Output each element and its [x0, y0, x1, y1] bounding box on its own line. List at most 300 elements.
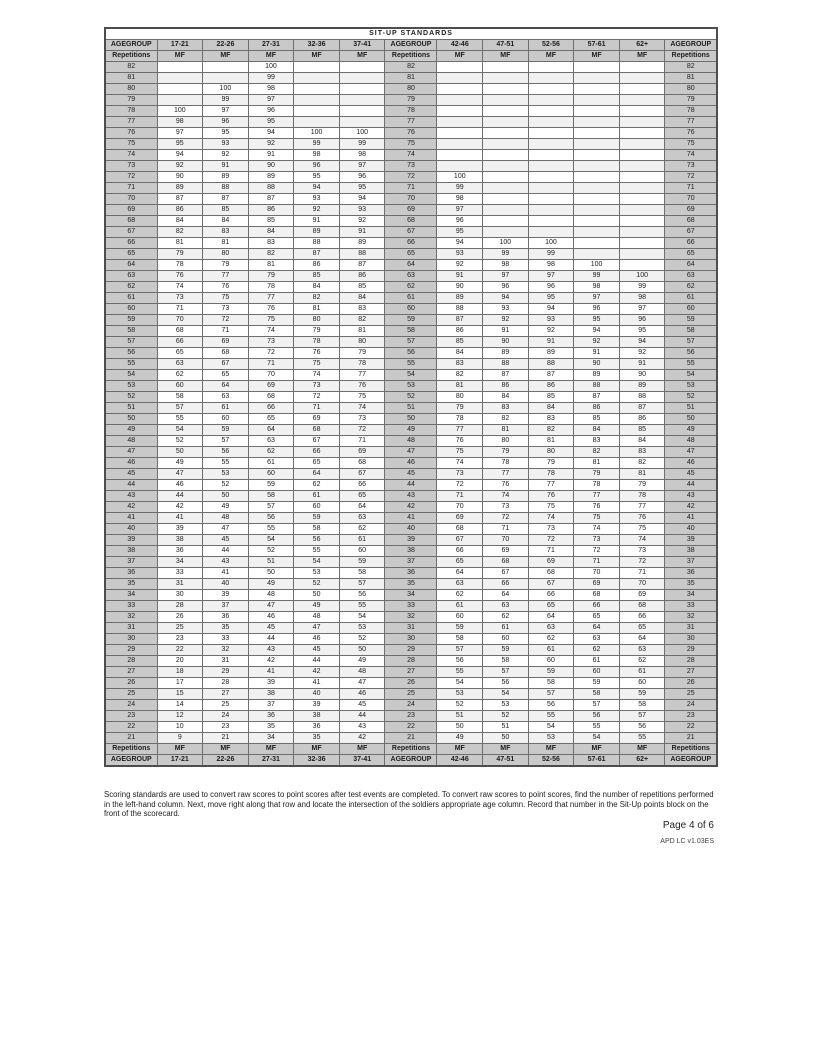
age-group-label: AGEGROUP — [665, 40, 717, 51]
repetitions-value: 38 — [665, 546, 717, 557]
score-cell: 82 — [574, 447, 620, 458]
score-cell — [528, 183, 574, 194]
repetitions-value: 64 — [385, 260, 437, 271]
score-cell: 44 — [248, 634, 294, 645]
repetitions-value: 46 — [385, 458, 437, 469]
score-cell — [619, 227, 665, 238]
score-cell: 58 — [483, 656, 529, 667]
score-cell — [574, 216, 620, 227]
score-cell: 97 — [248, 95, 294, 106]
repetitions-value: 60 — [105, 304, 157, 315]
score-cell: 71 — [294, 403, 340, 414]
score-cell: 77 — [528, 480, 574, 491]
score-cell — [437, 150, 483, 161]
repetitions-value: 27 — [385, 667, 437, 678]
score-cell: 93 — [294, 194, 340, 205]
score-cell: 100 — [339, 128, 385, 139]
score-cell: 72 — [339, 425, 385, 436]
score-cell: 67 — [294, 436, 340, 447]
score-cell — [437, 117, 483, 128]
score-cell: 91 — [528, 337, 574, 348]
score-cell: 57 — [157, 403, 203, 414]
repetitions-value: 45 — [665, 469, 717, 480]
score-cell: 34 — [157, 557, 203, 568]
repetitions-value: 69 — [665, 205, 717, 216]
score-cell — [528, 128, 574, 139]
score-cell: 87 — [339, 260, 385, 271]
score-cell — [619, 106, 665, 117]
repetitions-value: 40 — [665, 524, 717, 535]
score-cell: 94 — [574, 326, 620, 337]
repetitions-value: 40 — [105, 524, 157, 535]
score-cell: 41 — [248, 667, 294, 678]
score-cell: 87 — [483, 370, 529, 381]
score-cell: 97 — [528, 271, 574, 282]
score-cell: 68 — [294, 425, 340, 436]
mf-gender-label: MF — [339, 744, 385, 755]
score-cell: 60 — [339, 546, 385, 557]
repetitions-value: 74 — [105, 150, 157, 161]
table-row — [105, 381, 717, 392]
age-group-column-header: 42-46 — [437, 755, 483, 767]
repetitions-value: 42 — [385, 502, 437, 513]
repetitions-value: 44 — [665, 480, 717, 491]
score-cell: 68 — [339, 458, 385, 469]
score-cell: 89 — [248, 172, 294, 183]
score-cell: 78 — [294, 337, 340, 348]
score-cell: 74 — [437, 458, 483, 469]
score-cell — [483, 161, 529, 172]
repetitions-value: 72 — [665, 172, 717, 183]
score-cell: 75 — [574, 513, 620, 524]
score-cell: 50 — [437, 722, 483, 733]
table-row — [105, 282, 717, 293]
score-cell — [528, 161, 574, 172]
table-row — [105, 546, 717, 557]
score-cell: 96 — [339, 172, 385, 183]
age-group-column-header: 62+ — [619, 40, 665, 51]
score-cell: 67 — [483, 568, 529, 579]
repetitions-value: 81 — [105, 73, 157, 84]
score-cell: 89 — [203, 172, 249, 183]
score-cell: 94 — [248, 128, 294, 139]
repetitions-value: 30 — [385, 634, 437, 645]
score-cell: 82 — [528, 425, 574, 436]
score-cell: 67 — [339, 469, 385, 480]
score-cell: 73 — [339, 414, 385, 425]
score-cell: 91 — [574, 348, 620, 359]
score-cell: 46 — [248, 612, 294, 623]
repetitions-value: 81 — [665, 73, 717, 84]
score-cell: 65 — [157, 348, 203, 359]
score-cell — [483, 227, 529, 238]
score-cell: 78 — [574, 480, 620, 491]
score-cell: 55 — [248, 524, 294, 535]
score-cell: 64 — [483, 590, 529, 601]
repetitions-value: 79 — [665, 95, 717, 106]
score-cell — [528, 216, 574, 227]
repetitions-value: 60 — [385, 304, 437, 315]
score-cell: 72 — [483, 513, 529, 524]
score-cell: 67 — [437, 535, 483, 546]
score-cell: 58 — [339, 568, 385, 579]
title-row — [105, 28, 717, 40]
repetitions-value: 46 — [105, 458, 157, 469]
table-row — [105, 392, 717, 403]
mf-gender-label: MF — [339, 51, 385, 62]
score-cell: 57 — [483, 667, 529, 678]
score-cell: 66 — [574, 601, 620, 612]
score-cell: 75 — [339, 392, 385, 403]
score-cell: 76 — [528, 491, 574, 502]
score-cell: 76 — [157, 271, 203, 282]
score-cell: 83 — [339, 304, 385, 315]
score-cell: 95 — [574, 315, 620, 326]
age-group-column-header: 22-26 — [203, 755, 249, 767]
score-cell: 83 — [248, 238, 294, 249]
age-group-column-header: 22-26 — [203, 40, 249, 51]
score-cell — [483, 150, 529, 161]
score-cell — [483, 183, 529, 194]
score-cell — [483, 194, 529, 205]
repetitions-value: 35 — [105, 579, 157, 590]
repetitions-value: 51 — [665, 403, 717, 414]
score-cell: 74 — [248, 326, 294, 337]
repetitions-mf-header-row — [105, 51, 717, 62]
age-group-column-header: 17-21 — [157, 755, 203, 767]
score-cell: 92 — [574, 337, 620, 348]
score-cell: 84 — [339, 293, 385, 304]
repetitions-value: 58 — [105, 326, 157, 337]
score-cell: 62 — [437, 590, 483, 601]
table-row — [105, 612, 717, 623]
score-cell: 40 — [294, 689, 340, 700]
repetitions-value: 41 — [665, 513, 717, 524]
score-cell: 98 — [528, 260, 574, 271]
table-row — [105, 139, 717, 150]
score-cell: 100 — [528, 238, 574, 249]
table-row — [105, 337, 717, 348]
score-cell: 86 — [157, 205, 203, 216]
score-cell: 73 — [294, 381, 340, 392]
score-cell: 97 — [437, 205, 483, 216]
score-cell — [574, 117, 620, 128]
repetitions-value: 76 — [665, 128, 717, 139]
score-cell: 94 — [483, 293, 529, 304]
score-cell: 79 — [619, 480, 665, 491]
mf-gender-label: MF — [483, 51, 529, 62]
table-row — [105, 623, 717, 634]
score-cell: 99 — [294, 139, 340, 150]
score-cell: 50 — [339, 645, 385, 656]
score-cell — [619, 150, 665, 161]
score-cell: 86 — [248, 205, 294, 216]
score-cell: 25 — [203, 700, 249, 711]
age-group-column-header: 47-51 — [483, 755, 529, 767]
mf-gender-label: MF — [157, 51, 203, 62]
score-cell — [528, 205, 574, 216]
repetitions-value: 59 — [105, 315, 157, 326]
score-cell: 55 — [157, 414, 203, 425]
repetitions-value: 24 — [105, 700, 157, 711]
score-cell — [574, 128, 620, 139]
score-cell: 60 — [203, 414, 249, 425]
repetitions-value: 66 — [105, 238, 157, 249]
repetitions-value: 48 — [385, 436, 437, 447]
score-cell: 60 — [574, 667, 620, 678]
score-cell — [528, 95, 574, 106]
score-cell: 67 — [203, 359, 249, 370]
score-cell: 89 — [574, 370, 620, 381]
score-cell: 51 — [437, 711, 483, 722]
table-row — [105, 733, 717, 744]
score-cell: 47 — [203, 524, 249, 535]
score-cell: 9 — [157, 733, 203, 744]
repetitions-label: Repetitions — [105, 51, 157, 62]
score-cell: 99 — [528, 249, 574, 260]
score-cell: 80 — [437, 392, 483, 403]
mf-gender-label: MF — [294, 51, 340, 62]
repetitions-value: 48 — [105, 436, 157, 447]
score-cell — [483, 62, 529, 73]
repetitions-value: 54 — [105, 370, 157, 381]
table-row — [105, 403, 717, 414]
repetitions-value: 50 — [665, 414, 717, 425]
score-cell — [294, 62, 340, 73]
score-cell: 100 — [619, 271, 665, 282]
repetitions-value: 57 — [105, 337, 157, 348]
score-cell: 72 — [294, 392, 340, 403]
score-cell: 84 — [248, 227, 294, 238]
score-cell: 88 — [294, 238, 340, 249]
score-cell — [157, 73, 203, 84]
table-row — [105, 370, 717, 381]
score-cell: 98 — [437, 194, 483, 205]
table-row — [105, 458, 717, 469]
repetitions-value: 28 — [665, 656, 717, 667]
repetitions-value: 66 — [385, 238, 437, 249]
score-cell: 73 — [203, 304, 249, 315]
score-cell: 39 — [248, 678, 294, 689]
table-row — [105, 84, 717, 95]
table-row — [105, 260, 717, 271]
repetitions-value: 33 — [105, 601, 157, 612]
repetitions-value: 52 — [385, 392, 437, 403]
repetitions-value: 62 — [105, 282, 157, 293]
score-cell — [574, 172, 620, 183]
score-cell — [294, 106, 340, 117]
score-cell — [619, 194, 665, 205]
score-cell: 59 — [483, 645, 529, 656]
score-cell: 42 — [157, 502, 203, 513]
score-cell — [574, 194, 620, 205]
score-cell: 14 — [157, 700, 203, 711]
table-row — [105, 447, 717, 458]
age-group-column-header: 42-46 — [437, 40, 483, 51]
score-cell: 94 — [294, 183, 340, 194]
score-cell: 78 — [619, 491, 665, 502]
score-cell: 38 — [157, 535, 203, 546]
score-cell: 92 — [483, 315, 529, 326]
score-cell: 100 — [574, 260, 620, 271]
score-cell: 63 — [483, 601, 529, 612]
repetitions-value: 31 — [105, 623, 157, 634]
score-cell: 61 — [528, 645, 574, 656]
score-cell: 96 — [483, 282, 529, 293]
score-cell: 97 — [339, 161, 385, 172]
score-cell: 49 — [157, 458, 203, 469]
table-row — [105, 128, 717, 139]
repetitions-label: Repetitions — [665, 744, 717, 755]
score-cell: 97 — [203, 106, 249, 117]
score-cell: 53 — [483, 700, 529, 711]
table-row — [105, 249, 717, 260]
score-cell: 56 — [339, 590, 385, 601]
score-cell: 26 — [157, 612, 203, 623]
score-cell: 81 — [339, 326, 385, 337]
score-cell: 78 — [528, 469, 574, 480]
score-cell: 50 — [248, 568, 294, 579]
repetitions-label: Repetitions — [385, 744, 437, 755]
age-group-label: AGEGROUP — [105, 755, 157, 767]
score-cell: 97 — [157, 128, 203, 139]
repetitions-value: 63 — [385, 271, 437, 282]
repetitions-value: 25 — [385, 689, 437, 700]
score-cell: 37 — [203, 601, 249, 612]
score-cell: 84 — [483, 392, 529, 403]
score-cell: 89 — [619, 381, 665, 392]
score-cell: 55 — [528, 711, 574, 722]
score-cell: 28 — [157, 601, 203, 612]
score-cell: 62 — [483, 612, 529, 623]
table-row — [105, 216, 717, 227]
score-cell — [339, 95, 385, 106]
score-cell: 58 — [294, 524, 340, 535]
age-group-column-header: 17-21 — [157, 40, 203, 51]
score-cell: 62 — [339, 524, 385, 535]
score-cell: 48 — [248, 590, 294, 601]
score-cell: 100 — [294, 128, 340, 139]
repetitions-value: 26 — [105, 678, 157, 689]
score-cell — [619, 183, 665, 194]
repetitions-value: 80 — [665, 84, 717, 95]
score-cell: 78 — [483, 458, 529, 469]
score-cell: 33 — [157, 568, 203, 579]
page-number: Page 4 of 6 — [662, 820, 714, 831]
table-row — [105, 601, 717, 612]
score-cell: 73 — [157, 293, 203, 304]
score-cell: 90 — [619, 370, 665, 381]
repetitions-value: 24 — [385, 700, 437, 711]
score-cell: 84 — [437, 348, 483, 359]
score-cell — [157, 84, 203, 95]
repetitions-value: 25 — [665, 689, 717, 700]
score-cell — [294, 95, 340, 106]
score-cell: 61 — [437, 601, 483, 612]
score-cell: 65 — [294, 458, 340, 469]
score-cell: 25 — [157, 623, 203, 634]
score-cell: 87 — [157, 194, 203, 205]
score-cell — [528, 150, 574, 161]
repetitions-value: 31 — [385, 623, 437, 634]
score-cell: 68 — [574, 590, 620, 601]
score-cell: 89 — [437, 293, 483, 304]
repetitions-value: 52 — [105, 392, 157, 403]
score-cell: 49 — [294, 601, 340, 612]
score-cell: 99 — [248, 73, 294, 84]
score-cell: 70 — [437, 502, 483, 513]
score-cell: 69 — [437, 513, 483, 524]
age-group-column-header: 27-31 — [248, 40, 294, 51]
score-cell: 82 — [248, 249, 294, 260]
repetitions-value: 39 — [665, 535, 717, 546]
table-row — [105, 73, 717, 84]
repetitions-value: 44 — [105, 480, 157, 491]
score-cell: 38 — [294, 711, 340, 722]
score-cell: 91 — [248, 150, 294, 161]
score-cell: 77 — [248, 293, 294, 304]
score-cell: 56 — [203, 447, 249, 458]
repetitions-value: 78 — [665, 106, 717, 117]
scoring-instructions-note: Scoring standards are used to convert raw scores to point scores after test events are completed. To convert raw scores to point scores, find the number of repetitions performed in the left-hand column. Next, move right along that row and locate the intersection of the soldiers appropriate age column. Record that number in the Sit-Up points block on the front of the scorecard. — [104, 790, 714, 819]
score-cell — [619, 73, 665, 84]
score-cell: 79 — [574, 469, 620, 480]
score-cell: 96 — [619, 315, 665, 326]
score-cell: 86 — [339, 271, 385, 282]
score-cell: 75 — [248, 315, 294, 326]
score-cell: 88 — [437, 304, 483, 315]
score-cell: 88 — [528, 359, 574, 370]
score-cell — [437, 139, 483, 150]
score-cell: 71 — [203, 326, 249, 337]
score-cell: 52 — [203, 480, 249, 491]
score-cell: 60 — [528, 656, 574, 667]
table-row — [105, 150, 717, 161]
table-row — [105, 205, 717, 216]
repetitions-value: 43 — [665, 491, 717, 502]
repetitions-value: 42 — [105, 502, 157, 513]
score-cell: 76 — [248, 304, 294, 315]
score-cell: 71 — [574, 557, 620, 568]
score-cell — [574, 183, 620, 194]
repetitions-value: 72 — [385, 172, 437, 183]
score-cell: 29 — [203, 667, 249, 678]
score-cell: 45 — [339, 700, 385, 711]
score-cell: 58 — [528, 678, 574, 689]
score-cell: 79 — [248, 271, 294, 282]
table-row — [105, 634, 717, 645]
repetitions-value: 41 — [105, 513, 157, 524]
table-row — [105, 326, 717, 337]
score-cell: 85 — [248, 216, 294, 227]
score-cell: 87 — [528, 370, 574, 381]
age-group-column-header: 57-61 — [574, 755, 620, 767]
score-cell: 90 — [248, 161, 294, 172]
score-cell: 82 — [157, 227, 203, 238]
score-cell: 60 — [619, 678, 665, 689]
score-cell: 31 — [203, 656, 249, 667]
repetitions-value: 27 — [105, 667, 157, 678]
score-cell: 50 — [157, 447, 203, 458]
score-cell: 87 — [248, 194, 294, 205]
score-cell: 87 — [619, 403, 665, 414]
score-cell: 57 — [437, 645, 483, 656]
mf-gender-label: MF — [437, 744, 483, 755]
score-cell: 84 — [574, 425, 620, 436]
score-cell: 52 — [483, 711, 529, 722]
score-cell — [619, 216, 665, 227]
score-cell: 41 — [157, 513, 203, 524]
